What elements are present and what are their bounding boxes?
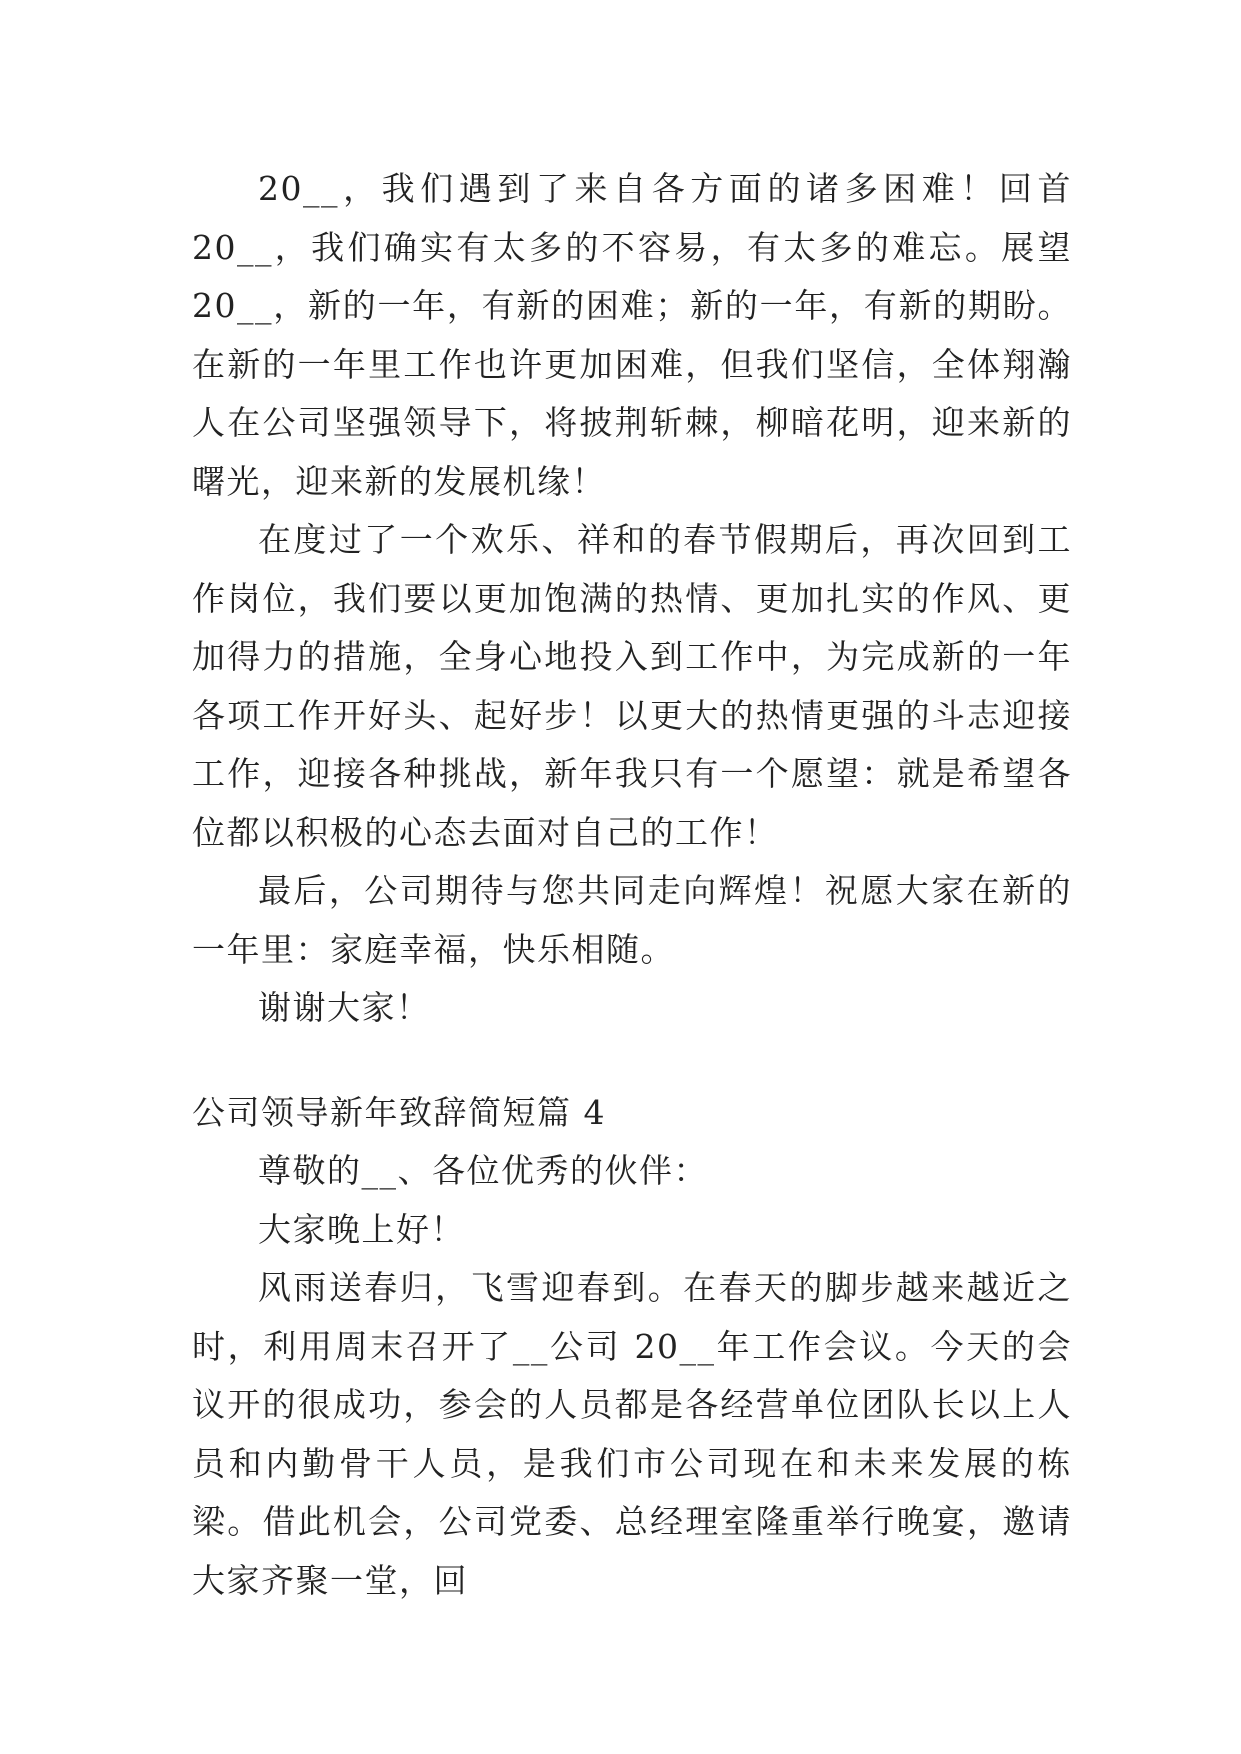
paragraph-thanks: 谢谢大家！: [258, 988, 431, 1027]
paragraph-return-to-work: 在度过了一个欢乐、祥和的春节假期后，再次回到工作岗位，我们要以更加饱满的热情、更加扎实的作风、更加得力的措施，全身心地投入到工作中，为完成新的一年各项工作开好头、起好步！以更大的热情更强的斗志迎接工作，迎接各种挑战，新年我只有一个愿望：就是希望各位都以积极的心态去面对自己的工作！: [192, 520, 1072, 852]
paragraph-salutation: 尊敬的__、各位优秀的伙伴：: [258, 1151, 708, 1190]
paragraph-closing-wishes: 最后，公司期待与您共同走向辉煌！祝愿大家在新的一年里：家庭幸福，快乐相随。: [192, 871, 1072, 969]
paragraph-meeting-intro: 风雨送春归，飞雪迎春到。在春天的脚步越来越近之时，利用周末召开了__公司 20__年工作会议。今天的会议开的很成功，参会的人员都是各经营单位团队长以上人员和内勤骨干人员，是我们市公司现在和未来发展的栋梁。借此机会，公司党委、总经理室隆重举行晚宴，邀请大家齐聚一堂，回: [192, 1268, 1072, 1600]
paragraph-review-outlook: 20__，我们遇到了来自各方面的诸多困难！回首20__，我们确实有太多的不容易，有太多的难忘。展望20__，新的一年，有新的困难；新的一年，有新的期盼。在新的一年里工作也许更加困难，但我们坚信，全体翔瀚人在公司坚强领导下，将披荆斩棘，柳暗花明，迎来新的曙光，迎来新的发展机缘！: [192, 169, 1072, 501]
section-title: 公司领导新年致辞简短篇 4: [192, 1092, 606, 1132]
paragraph-greeting: 大家晚上好！: [258, 1209, 465, 1249]
document-body: [192, 160, 1072, 1610]
